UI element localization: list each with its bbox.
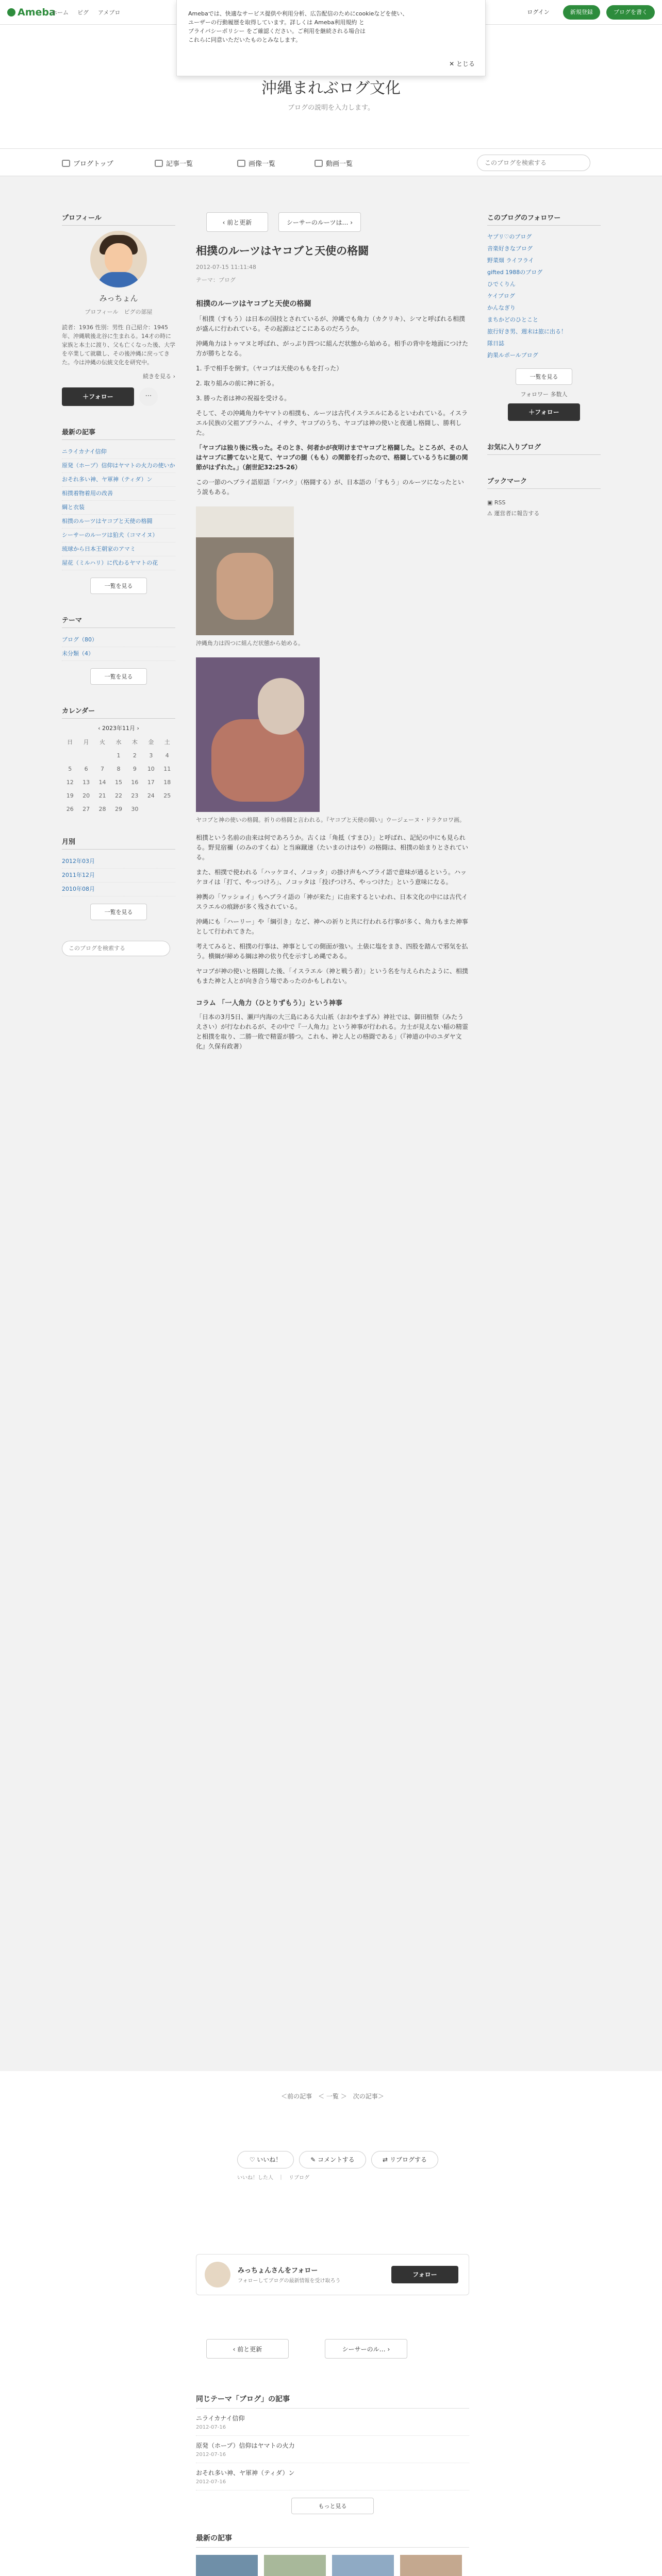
article-subtitle: 相撲のルーツはヤコブと天使の格闘 [196,300,311,308]
calendar-day: 21 [98,792,106,799]
followers-list-button[interactable]: 一覧を見る [516,368,572,385]
column-title: コラム 「一人角力（ひとりずもう）」という神事 [196,999,342,1007]
article-paragraph: 沖縄角力はトゥマヌと呼ばれ、がっぷり四つに組んだ状態から始める。相手の背中を地面につけた方が勝ちとなる。 [196,340,469,357]
painting-angel [258,678,304,735]
blog-search-input[interactable] [477,155,590,171]
monthly-list [62,855,175,896]
calendar-day: 18 [163,778,171,786]
calendar-day: 23 [131,792,139,799]
related-title: おそれ多い神、ヤ軍神（ティダ）ン [196,2469,295,2477]
month-item[interactable]: 2011年12月 [62,869,175,883]
like-button[interactable] [237,2151,294,2168]
month-item[interactable]: 2010年08月 [62,883,175,896]
profile-bio: 読者：1936 性別：男性 自己紹介：1945年、沖縄戦後北谷に生まれる。14才の時に家族と本土に渡り、父も亡くなった後、大学を卒業して就職し、その後沖縄に戻ってきた。今は沖縄の伝統文化を研究中。 [62,324,175,366]
prev-label: 前と更新 [227,219,252,226]
article-paragraph: 「相撲（すもう）は日本の国技とされているが、沖縄でも角力（カクリキ）、シマと呼ばれる相撲が盛んに行われている。その起源はどこにあるのだろうか。 [196,315,466,332]
article-main [196,212,469,1057]
article-quote: 「ヤコブは独り後に残った。そのとき、何者かが夜明けまでヤコブと格闘した。ところが、その人はヤコブに勝てないと見て、ヤコブの腿（もも）の関節を打ったので、格闘しているうちに腿の関節がはずれた。」（創世記32:25-26） [196,444,468,471]
calendar-day: 15 [114,778,122,786]
photo1-caption: 沖縄角力は四つに組んだ状態から始める。 [196,640,304,647]
calendar-day: 9 [133,765,137,772]
recent-item[interactable]: 琉球から日本王朝家のアマミ [62,543,175,556]
related-item[interactable] [196,2463,469,2490]
follower-item[interactable]: 隊日誌 [487,340,504,347]
calendar-day: 2 [133,752,137,759]
next-article-button-bottom[interactable]: シーサーのル… › [325,2339,407,2359]
prev-article-button-bottom[interactable]: ‹ 前と更新 [206,2339,289,2359]
heart-icon: ♡ [249,2156,255,2163]
like-label: いいね！ [257,2156,282,2163]
report-link[interactable] [487,509,601,517]
calendar-day: 24 [147,792,155,799]
weekday: 火 [100,739,106,745]
nav-article-list[interactable] [155,158,193,168]
follower-item[interactable]: ヤプリ♡のブログ [487,233,532,240]
related-title: 原発（ホープ）信仰はヤマトの火力 [196,2442,295,2449]
calendar-day: 28 [98,805,106,812]
card-avatar[interactable] [205,2262,230,2287]
calendar-day: 5 [68,765,72,772]
related-item[interactable] [196,2409,469,2436]
weekday: 木 [131,739,138,745]
related-date: 2012-07-16 [196,2479,226,2485]
action-row [196,2148,469,2179]
comment-icon: ✎ [310,2156,316,2163]
card-name: みっちょんさんをフォロー [238,2267,318,2275]
blog-title[interactable]: 沖縄まれぶログ文化 [261,79,401,97]
calendar-day: 30 [131,805,139,812]
monthly-heading: 月別 [62,836,175,850]
popular-item[interactable] [264,2555,326,2576]
next-article-button[interactable]: シーサーのルーツは… › [278,212,361,232]
next-label: シーサーのルーツは… [286,219,349,226]
calendar-month-nav[interactable]: ‹ 2023年11月 › [98,725,139,732]
sumo-photo[interactable] [196,506,294,635]
blog-description: ブログの説明を入力します。 [288,104,374,112]
article-paragraph: 沖縄にも「ハーリー」や「綱引き」など、神への祈りと共に行われる行事が多く、角力もまた神事として行われてきた。 [196,918,468,935]
reblog-button[interactable] [371,2151,438,2168]
same-theme-heading: 同じテーマ「ブログ」の記事 [196,2394,469,2409]
calendar-day: 13 [82,778,90,786]
prev-label: 前と更新 [237,2346,262,2353]
cookie-text-2: ユーザーの行動履歴を取得しています。詳しくは Ameba利用規約 と [188,19,365,26]
avatar-face [105,243,133,274]
article-pager-top [196,212,469,233]
popular-item[interactable] [332,2555,394,2576]
followers-list [487,231,601,361]
article-body [196,299,469,1052]
reblog-label: リブログする [389,2156,427,2163]
cookie-close-button[interactable]: ✕ とじる [449,60,475,67]
popular-row [196,2555,469,2576]
profile-name[interactable]: みっちょん [99,294,138,303]
next-label: シーサーのル… [342,2346,386,2353]
column-text: 「日本の3月5日、瀬戸内海の大三島にある大山祇（おおやまずみ）神社では、御田植祭（みたうえさい）が行なわれるが、その中で『一人角力』という神事が行われる。力士が見えない稲の精霊と相撲を取り、二勝一敗で精霊が勝つ。これも、神と人との格闘である」（『神道の中のユダヤ文化』久保有政著） [196,1013,469,1050]
login-link[interactable]: ログイン [527,9,550,15]
weekday: 金 [148,739,154,745]
article-paragraph: 考えてみると、相撲の行事は、神事としての側面が強い。土俵に塩をまき、四股を踏んで邪気を払う。横綱が締める綱は神の依り代を示すしめ縄である。 [196,943,468,960]
nav-pigg[interactable]: ピグ [77,9,89,16]
ameba-logo-icon [7,8,15,16]
profile-read-more[interactable]: 続きを見る › [143,373,175,380]
top-right-actions [516,5,655,20]
ameba-logo[interactable] [7,7,56,18]
follower-item[interactable]: 釣果ルポールブログ [487,352,538,359]
month-item[interactable]: 2012年03月 [62,855,175,869]
follower-item[interactable]: まちかどのひとこと [487,316,538,323]
like-reblog-sub[interactable]: いいね！した人 ｜ リブログ [237,2175,309,2181]
bookmark-heading: ブックマーク [487,476,601,489]
recent-item[interactable]: 相撲着物着用の改善 [62,487,175,501]
weekday: 水 [115,739,122,745]
cookie-text-4: これらに同意いただいたものとみなします。 [188,37,302,43]
calendar-day: 7 [101,765,105,772]
related-item[interactable] [196,2436,469,2463]
list-icon [155,160,163,167]
nav-blog-top[interactable] [62,158,113,168]
comment-label: コメントする [318,2156,355,2163]
calendar-day: 10 [147,765,155,772]
article-paragraph: ヤコブが神の使いと格闘した後、「イスラエル（神と戦う者）」という名を与えられたように、相撲もまた神と人とが向き合う場であったのかもしれない。 [196,968,468,985]
followers-count: フォロワー 多数人 [520,391,568,398]
nav-home[interactable]: ホーム [52,9,69,16]
follow-button[interactable]: ＋フォロー [62,387,134,406]
theme-list [62,633,175,661]
calendar-day: 20 [82,792,90,799]
comment-button[interactable] [299,2151,366,2168]
calendar-day: 8 [117,765,121,772]
popular-thumb [196,2555,258,2576]
nav-label: ブログトップ [73,160,113,168]
related-section [196,2375,469,2576]
logo-text: Ameba [18,7,56,18]
recent-item[interactable]: シーサーのルーツは狛犬（コマイヌ） [62,529,175,543]
follower-item[interactable]: 音楽好きなブログ [487,245,533,252]
popular-item[interactable] [196,2555,258,2576]
recent-list [62,445,175,570]
followers-heading: このブログのフォロワー [487,212,601,226]
warning-icon: ⚠ [487,510,492,517]
article-paragraph: そして、その沖縄角力やヤマトの相撲も、ルーツは古代イスラエルにあるといわれている。イスラエル民族の父祖アブラハム、イサク、ヤコブのうち、ヤコブは神の使いと夜通し格闘し、勝利した。 [196,410,468,436]
article-paragraph: 2. 取り組みの前に神に祈る。 [196,380,278,387]
card-sub: フォローしてブログの最新情報を受け取ろう [238,2278,341,2284]
follower-item[interactable]: 野菜畑 ライフライ [487,257,534,264]
article-paragraph: また、相撲で使われる「ハッケヨイ、ノコッタ」の掛け声もヘブライ語で意味が通るという。ハッケヨイは「打て、やっつけろ」、ノコッタは「投げつけろ、やっつけた」という意味になる。 [196,869,467,886]
article-paragraph: 1. 手で相手を倒す。（ヤコブは天使のももを打った） [196,365,343,372]
calendar-heading: カレンダー [62,705,175,719]
popular-thumb [332,2555,394,2576]
nav-label: 画像一覧 [249,160,276,168]
nav-label: 記事一覧 [166,160,193,168]
article-paragraph: 3. 勝った者は神の祝福を受ける。 [196,395,291,402]
rss-icon: ▣ [487,499,493,506]
related-date: 2012-07-16 [196,2425,226,2430]
photo-banner [196,506,294,537]
prev-article-button[interactable]: ‹ 前と更新 [206,212,268,232]
calendar-day: 19 [66,792,74,799]
recent-item[interactable]: 原発（ホープ）信仰はヤマトの火力の使いか [62,459,175,473]
avatar-body [97,272,140,287]
avatar[interactable] [90,231,147,287]
follow-card [196,2254,469,2295]
right-sidebar [487,212,601,517]
theme-heading: テーマ [62,615,175,628]
article-theme[interactable]: テーマ：ブログ [196,277,236,283]
weekday: 日 [67,739,73,745]
rss-label: RSS [494,499,506,506]
weekday: 月 [83,739,89,745]
article-page-nav[interactable]: ＜前の記事 ＜ 一覧 ＞ 次の記事＞ [281,2093,384,2100]
calendar-day: 26 [66,805,74,812]
video-icon [315,160,323,167]
calendar-day: 11 [163,765,171,772]
calendar-day: 4 [165,752,169,759]
related-date: 2012-07-16 [196,2452,226,2458]
follow-button-right[interactable]: ＋フォロー [508,403,580,421]
theme-item[interactable]: ブログ（80） [62,633,175,647]
popular-thumb [264,2555,326,2576]
cookie-text-1: Amebaでは、快適なサービス提供や利用分析、広告配信のためにcookieなどを使い、 [188,10,408,17]
calendar-day: 1 [117,752,121,759]
photo2-caption: ヤコブと神の使いの格闘。祈りの格闘と言われる。『ヤコブと天使の闘い』ウージェーヌ・ドラクロワ画。 [196,817,466,823]
calendar-day [78,749,94,762]
calendar-day: 14 [98,778,106,786]
weekday: 土 [164,739,170,745]
calendar-day: 22 [114,792,122,799]
calendar [62,735,175,816]
image-icon [237,160,245,167]
follower-item[interactable]: ケイブログ [487,293,515,299]
calendar-day: 16 [131,778,139,786]
card-follow-button[interactable]: フォロー [391,2266,458,2283]
calendar-day: 29 [114,805,122,812]
calendar-day: 27 [82,805,90,812]
calendar-day: 6 [84,765,88,772]
popular-heading: 最新の記事 [196,2533,469,2548]
recent-item[interactable]: 相撲のルーツはヤコブと天使の格闘 [62,515,175,529]
nav-ameblo[interactable]: アメブロ [98,9,121,16]
calendar-day: 12 [66,778,74,786]
jacob-painting[interactable] [196,657,320,812]
recent-item[interactable]: ニライカナイ信仰 [62,445,175,459]
home-icon [62,160,70,167]
calendar-day [159,802,175,816]
article-paragraph: 相撲という名前の由来は何であろうか。古くは「角抵（すまひ）」と呼ばれ、記紀の中にも見られる。野見宿禰（のみのすくね）と当麻蹴速（たいまのけはや）の格闘は、相撲の始まりとされている。 [196,834,469,861]
recent-item[interactable]: おそれ多い神、ヤ軍神（ティダ）ン [62,473,175,487]
recent-heading: 最新の記事 [62,427,175,440]
article-paragraph: この一節のヘブライ語原語「アバク」（格闘する）が、日本語の「すもう」のルーツになったという説もある。 [196,479,464,496]
more-related-button[interactable]: もっと見る [291,2498,374,2514]
cookie-banner [176,0,486,76]
profile-links[interactable]: プロフィール ピグの部屋 [85,309,153,315]
theme-list-button[interactable]: 一覧を見る [90,668,147,685]
fav-blogs-heading: お気に入りブログ [487,442,601,455]
monthly-list-button[interactable]: 一覧を見る [90,904,147,920]
signup-button[interactable]: 新規登録 [563,5,600,20]
blog-nav [0,148,662,176]
calendar-day: 17 [147,778,155,786]
wrestlers-shape [217,553,273,620]
cookie-close-label: とじる [456,60,475,67]
article-title[interactable]: 相撲のルーツはヤコブと天使の格闘 [196,245,369,257]
nav-label: 動画一覧 [326,160,353,168]
follower-item[interactable]: gifted 1988のブログ [487,269,543,276]
sidebar-search-input[interactable] [62,941,170,956]
calendar-day [94,749,110,762]
left-sidebar [62,212,175,956]
profile-heading: プロフィール [62,212,175,226]
nav-image-list[interactable] [237,158,275,168]
related-title: ニライカナイ信仰 [196,2415,245,2422]
article-date: 2012-07-15 11:11:48 [196,264,256,270]
calendar-day: 3 [149,752,153,759]
article-paragraph: 神輿の「ワッショイ」もヘブライ語の「神が来た」に由来するといわれ、日本文化の中には古代イスラエルの痕跡が多く残されている。 [196,893,468,910]
recent-item[interactable]: 屋花（ミルハリ）に代わるヤマトの花 [62,556,175,570]
theme-item[interactable]: 未分類（4） [62,647,175,661]
recent-item[interactable]: 綱と衣装 [62,501,175,515]
nav-video-list[interactable] [315,158,353,168]
calendar-day [62,749,78,762]
calendar-day: 25 [163,792,171,799]
article-pager-bottom [196,2339,469,2362]
more-options-icon[interactable]: ⋯ [139,387,158,406]
write-blog-button[interactable]: ブログを書く [606,5,655,20]
article-footer-area [0,2071,662,2576]
popular-thumb [400,2555,462,2576]
calendar-day [143,802,159,816]
follower-item[interactable]: 旅行好き男、週末は旅に出る！ [487,328,567,335]
popular-item[interactable] [400,2555,462,2576]
follower-item[interactable]: ひでくりん [487,281,516,287]
report-label: 運営者に報告する [494,510,540,517]
cookie-text-3: プライバシーポリシー をご確認ください。ご利用を継続される場合は [188,28,366,35]
follower-item[interactable]: かんなぎり [487,304,516,311]
reblog-icon: ⇄ [383,2156,388,2163]
recent-list-button[interactable]: 一覧を見る [90,578,147,594]
rss-link[interactable] [487,499,601,506]
